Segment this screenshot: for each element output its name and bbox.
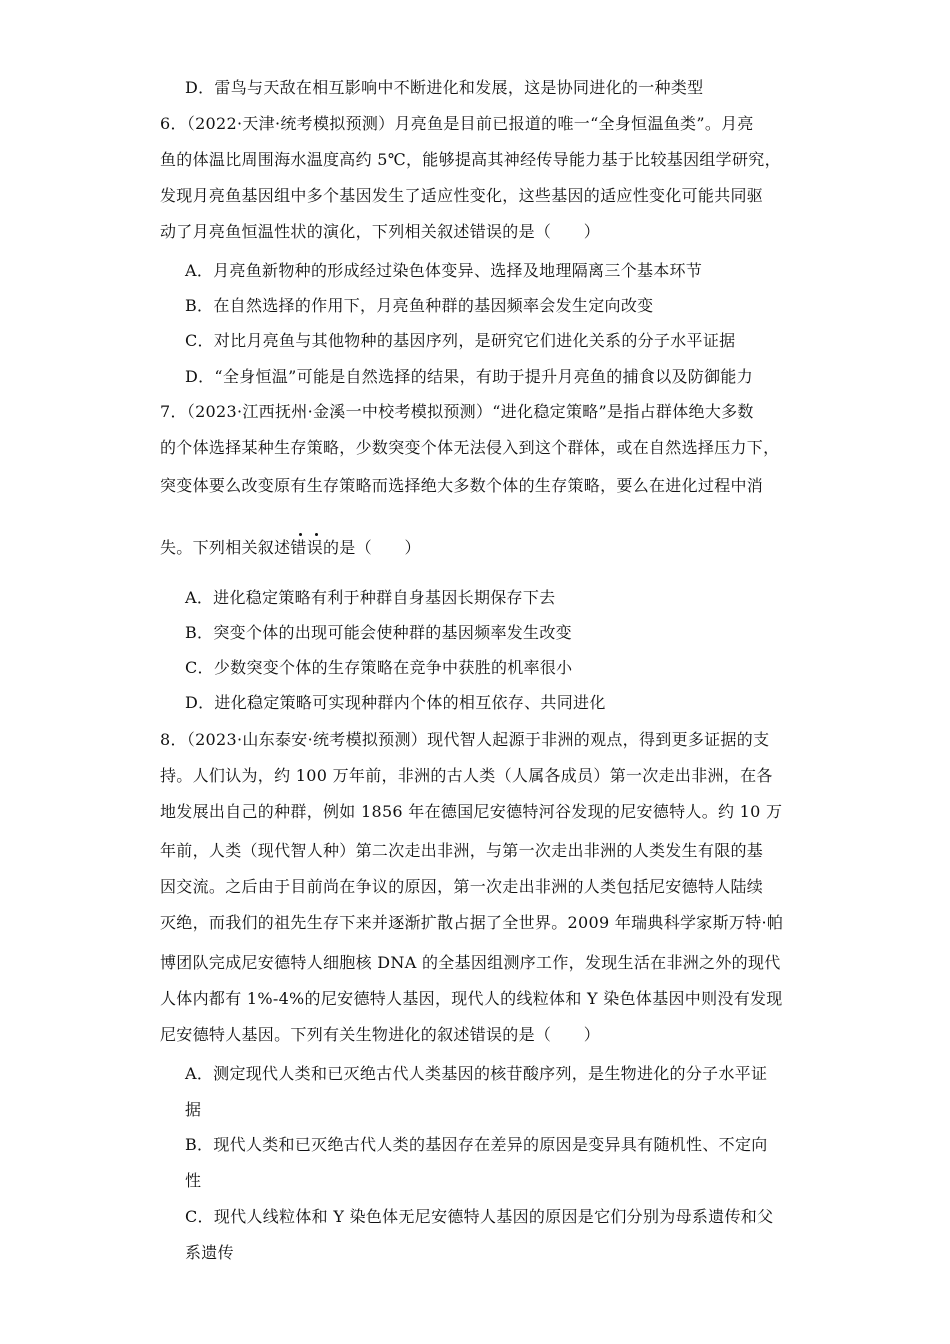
q8-option-a: A．测定现代人类和已灭绝古代人类基因的核苷酸序列，是生物进化的分子水平证 xyxy=(185,1064,768,1083)
q7-option-c: C．少数突变个体的生存策略在竞争中获胜的机率很小 xyxy=(185,658,573,677)
q8-option-b: B．现代人类和已灭绝古代人类的基因存在差异的原因是变异具有随机性、不定向 xyxy=(185,1135,768,1154)
q7-option-b: B．突变个体的出现可能会使种群的基因频率发生改变 xyxy=(185,623,572,642)
emphasis-dot xyxy=(299,533,302,536)
q6-option-b: B．在自然选择的作用下，月亮鱼种群的基因频率会发生定向改变 xyxy=(185,296,654,315)
q8-option-c-continued: 系遗传 xyxy=(185,1243,234,1262)
q6-stem-line-3: 发现月亮鱼基因组中多个基因发生了适应性变化，这些基因的适应性变化可能共同驱 xyxy=(160,186,764,205)
q6-option-c: C．对比月亮鱼与其他物种的基因序列，是研究它们进化关系的分子水平证据 xyxy=(185,331,736,350)
q8-stem-line-3: 地发展出自己的种群，例如 1856 年在德国尼安德特河谷发现的尼安德特人。约 10 万 xyxy=(160,802,783,821)
q8-stem-line-9: 尼安德特人基因。下列有关生物进化的叙述错误的是（ ） xyxy=(160,1025,601,1044)
q8-stem-line-5: 因交流。之后由于目前尚在争议的原因，第一次走出非洲的人类包括尼安德特人陆续 xyxy=(160,877,764,896)
q7-stem-line-3: 突变体要么改变原有生存策略而选择绝大多数个体的生存策略，要么在进化过程中消 xyxy=(160,476,764,495)
q8-option-c: C．现代人线粒体和 Y 染色体无尼安德特人基因的原因是它们分别为母系遗传和父 xyxy=(185,1207,774,1226)
q7-option-d: D．进化稳定策略可实现种群内个体的相互依存、共同进化 xyxy=(185,693,606,712)
q6-option-d: D．“全身恒温”可能是自然选择的结果，有助于提升月亮鱼的捕食以及防御能力 xyxy=(185,367,753,386)
q8-stem-line-2: 持。人们认为，约 100 万年前，非洲的古人类（人属各成员）第一次走出非洲，在各 xyxy=(160,766,773,785)
q7-stem-line-1: 7．（2023·江西抚州·金溪一中校考模拟预测）“进化稳定策略”是指占群体绝大多数 xyxy=(160,402,754,421)
q8-stem-line-1: 8．（2023·山东泰安·统考模拟预测）现代智人起源于非洲的观点，得到更多证据的支 xyxy=(160,730,770,749)
q6-stem-line-4: 动了月亮鱼恒温性状的演化，下列相关叙述错误的是（ ） xyxy=(160,222,601,241)
q5-option-d: D．雷鸟与天敌在相互影响中不断进化和发展，这是协同进化的一种类型 xyxy=(185,78,704,97)
q6-stem-line-1: 6．（2022·天津·统考模拟预测）月亮鱼是目前已报道的唯一“全身恒温鱼类”。月亮 xyxy=(160,114,754,133)
q7-stem-line-4: 失。下列相关叙述错误的是（ ） xyxy=(160,538,421,557)
q8-stem-line-7: 博团队完成尼安德特人细胞核 DNA 的全基因组测序工作，发现生活在非洲之外的现代 xyxy=(160,953,781,972)
q8-stem-line-4: 年前，人类（现代智人种）第二次走出非洲，与第一次走出非洲的人类发生有限的基 xyxy=(160,841,764,860)
q6-option-a: A．月亮鱼新物种的形成经过染色体变异、选择及地理隔离三个基本环节 xyxy=(185,261,703,280)
q6-stem-line-2: 鱼的体温比周围海水温度高约 5℃，能够提高其神经传导能力基于比较基因组学研究， xyxy=(160,150,781,169)
q8-stem-line-6: 灭绝，而我们的祖先生存下来并逐渐扩散占据了全世界。2009 年瑞典科学家斯万特·帕 xyxy=(160,913,784,932)
q8-option-a-continued: 据 xyxy=(185,1100,202,1119)
q8-option-b-continued: 性 xyxy=(185,1171,202,1190)
q7-option-a: A．进化稳定策略有利于种群自身基因长期保存下去 xyxy=(185,588,556,607)
q8-stem-line-8: 人体内都有 1%-4%的尼安德特人基因，现代人的线粒体和 Y 染色体基因中则没有发现 xyxy=(160,989,783,1008)
q7-stem-line-2: 的个体选择某种生存策略，少数突变个体无法侵入到这个群体，或在自然选择压力下， xyxy=(160,438,780,457)
emphasis-dot xyxy=(315,533,318,536)
